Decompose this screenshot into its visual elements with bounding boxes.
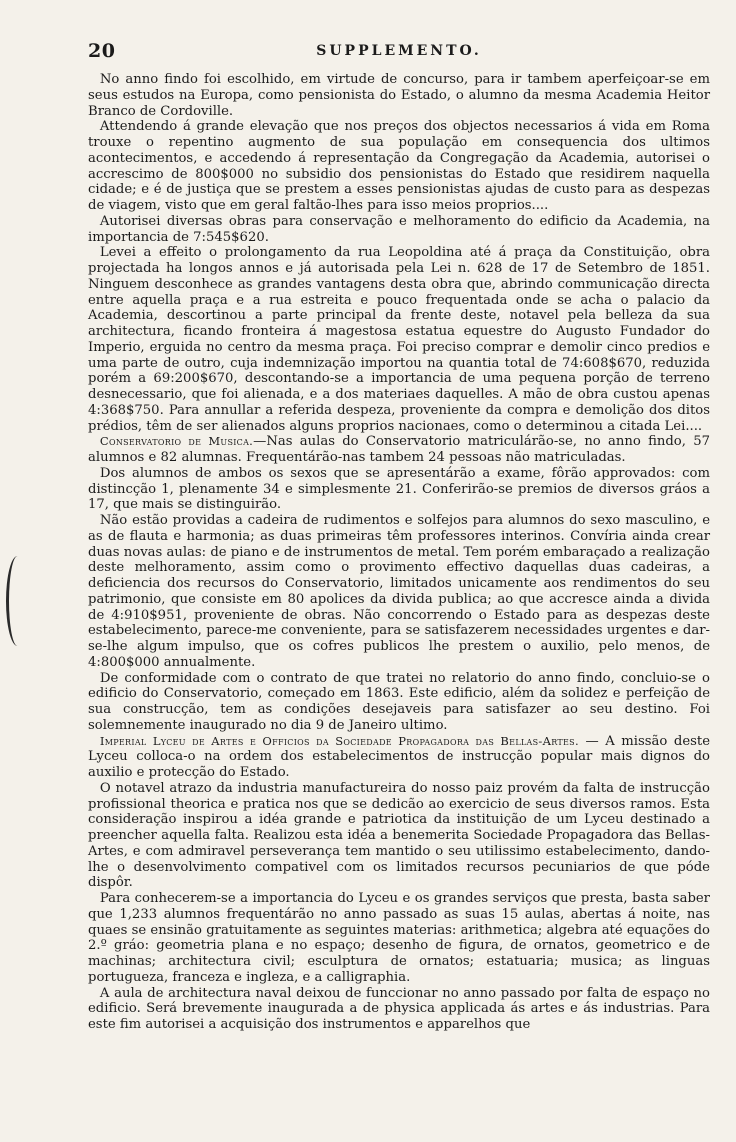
section-label: Imperial Lyceu de Artes e Officios da Sociedade Propagadora das Bellas-Artes.	[99, 733, 579, 748]
running-title: SUPPLEMENTO.	[316, 43, 482, 59]
paragraph: Levei a effeito o prolongamento da rua Leopoldina até á praça da Constituição, obra projectada ha longos annos e já autorisada pela Lei n. 628 de 17 de Setembro de 1851. Ninguem desconhece as grandes vantagens desta obra que, abrindo communicação directa entre aquella praça e a rua estreita e pouco frequentada onde se acha o palacio da Academia, descortinou a parte principal da frente deste, notavel pela belleza da sua architectura, ficando fronteira á magestosa estatua equestre do Augusto Fundador do Imperio, erguida no centro da mesma praça. Foi preciso comprar e demolir cinco predios e uma parte de outro, cuja indemnização importou na quantia total de 74:608$670, reduzida porém a 69:200$670, descontando-se a importancia de uma pequena porção de terreno desnecessario, que foi alienada, e a dos materiaes daquelles. A mão de obra custou apenas 4:368$750. Para annullar a referida despeza, proveniente da compra e demolição dos ditos prédios, têm de ser alienados alguns proprios nacionaes, como o determinou a citada Lei....	[88, 245, 710, 434]
body-text	[88, 72, 710, 1033]
paragraph: Autorisei diversas obras para conservação e melhoramento do edificio da Academia, na importancia de 7:545$620.	[88, 213, 710, 245]
margin-bracket-mark	[6, 556, 29, 646]
paragraph-lyceu: Imperial Lyceu de Artes e Officios da Sociedade Propagadora das Bellas-Artes. — A missão deste Lyceu colloca-o na ordem dos estabelecimentos de instrucção popular mais dignos do auxilio e protecção do Estado.	[88, 733, 710, 780]
paragraph: Não estão providas a cadeira de rudimentos e solfejos para alumnos do sexo masculino, e as de flauta e harmonia; as duas primeiras têm professores interinos. Convíria ainda crear duas novas aulas: de piano e de instrumentos de metal. Tem porém embaraçado a realização deste melhoramento, assim como o provimento effectivo daquellas duas cadeiras, a deficiencia dos recursos do Conservatorio, limitados unicamente aos rendimentos do seu patrimonio, que consiste em 80 apolices da divida publica; ao que accresce ainda a divida de 4:910$951, proveniente de obras. Não concorrendo o Estado para as despezas deste estabelecimento, parece-me conveniente, para se satisfazerem necessidades urgentes e dar-se-lhe algum impulso, que os cofres publicos lhe prestem o auxilio, pelo menos, de 4:800$000 annualmente.	[88, 513, 710, 670]
paragraph: O notavel atrazo da industria manufactureira do nosso paiz provém da falta de instrucção profissional theorica e pratica nos que se dedicão ao exercicio de seus diversos ramos. Esta consideração inspirou a idéa grande e patriotica da instituição de um Lyceu destinado a preencher aquella falta. Realizou esta idéa a benemerita Sociedade Propagadora das Bellas-Artes, e com admiravel perseverança tem mantido o seu utilissimo estabelecimento, dando-lhe o desenvolvimento compativel com os limitados recursos pecuniarios de que póde dispôr.	[88, 780, 710, 891]
section-label: Conservatorio de Musica.	[99, 434, 254, 449]
paragraph: De conformidade com o contrato de que tratei no relatorio do anno findo, concluio-se o edificio do Conservatorio, começado em 1863. Este edificio, além da solidez e perfeição de sua construcção, tem as condições desejaveis para satisfazer ao seu destino. Foi solemnemente inaugurado no dia 9 de Janeiro ultimo.	[88, 670, 710, 733]
page-header	[88, 40, 710, 68]
paragraph: No anno findo foi escolhido, em virtude de concurso, para ir tambem aperfeiçoar-se em seus estudos na Europa, como pensionista do Estado, o alumno da mesma Academia Heitor Branco de Cordoville.	[88, 72, 710, 119]
paragraph: Dos alumnos de ambos os sexos que se apresentárão a exame, fôrão approvados: com distincção 1, plenamente 34 e simplesmente 21. Conferirão-se premios de diversos gráos a 17, que mais se distinguirão.	[88, 465, 710, 513]
paragraph: Attendendo á grande elevação que nos preços dos objectos necessarios á vida em Roma trouxe o repentino augmento de sua população em consequencia dos ultimos acontecimentos, e accedendo á representação da Congregação da Academia, autorisei o accrescimo de 800$000 no subsidio dos pensionistas do Estado que residirem naquella cidade; e é de justiça que se prestem a esses pensionistas ajudas de custo para as despezas de viagem, visto que em geral faltão-lhes para isso meios proprios....	[88, 119, 710, 213]
page-number: 20	[88, 40, 116, 62]
paragraph-conservatorio: Conservatorio de Musica.—Nas aulas do Conservatorio matriculárão-se, no anno findo, 57 alumnos e 82 alumnas. Frequentárão-nas tambem 24 pessoas não matriculadas.	[88, 434, 710, 465]
paragraph: Para conhecerem-se a importancia do Lyceu e os grandes serviços que presta, basta saber que 1,233 alumnos frequentárão no anno passado as suas 15 aulas, abertas á noite, nas quaes se ensinão gratuitamente as seguintes materias: arithmetica; algebra até equações do 2.º gráo: geometria plana e no espaço; desenho de figura, de ornatos, geometrico e de machinas; architectura civil; esculptura de ornatos; estatuaria; musica; as linguas portugueza, franceza e ingleza, e a calligraphia.	[88, 891, 710, 985]
paragraph: A aula de architectura naval deixou de funccionar no anno passado por falta de espaço no edificio. Será brevemente inaugurada a de physica applicada ás artes e ás industrias. Para este fim autorisei a acquisição dos instrumentos e apparelhos que	[88, 985, 710, 1032]
